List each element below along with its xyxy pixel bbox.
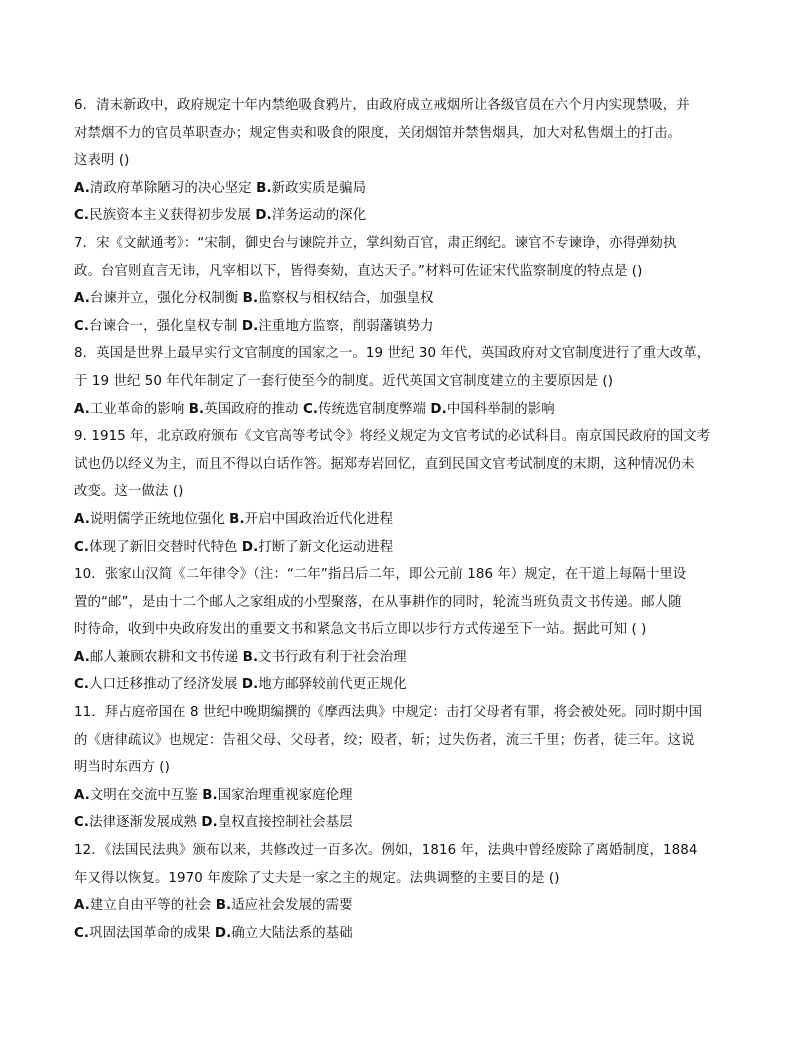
question-10-line-3: 时待命，收到中央政府发出的重要文书和紧急文书后立即以步行方式传递至下一站。据此可知 ( )	[74, 622, 647, 638]
question-9	[74, 423, 753, 561]
option-text: 中国科举制的影响	[446, 401, 555, 417]
option-letter: B.	[215, 898, 232, 914]
question-7	[74, 230, 753, 340]
question-12-options-cd	[74, 920, 753, 948]
question-12	[74, 837, 753, 947]
option-text: 英国政府的推动	[204, 401, 299, 417]
option-text: 洋务运动的深化	[271, 208, 367, 224]
question-10-line-2: 置的“邮”，是由十二个邮人之家组成的小型聚落，在从事耕作的同时，轮流当班负责文书传递。邮人随	[74, 594, 682, 610]
option-letter: D.	[241, 539, 259, 555]
question-8-line-1: 8．英国是世界上最早实行文官制度的国家之一。19 世纪 30 年代，英国政府对文官制度进行了重大改革，	[74, 346, 711, 362]
option-letter: A.	[74, 898, 90, 914]
option-text: 地方邮驿较前代更正规化	[258, 677, 407, 693]
option-letter: A.	[74, 787, 90, 803]
question-11-line-1: 11．拜占庭帝国在 8 世纪中晚期编撰的《摩西法典》中规定：击打父母者有罪，将会被处死。同时期中国	[74, 705, 703, 721]
question-11-line-3: 明当时东西方 ()	[74, 760, 170, 776]
option-letter: D.	[241, 318, 259, 334]
option-letter: A.	[74, 291, 90, 307]
option-letter: C.	[74, 318, 90, 334]
option-text: 传统选官制度弊端	[318, 401, 427, 417]
option-text: 台谏并立，强化分权制衡	[89, 291, 239, 307]
option-letter: C.	[74, 815, 90, 831]
question-6-line-1: 6．清末新政中，政府规定十年内禁绝吸食鸦片，由政府成立戒烟所让各级官员在六个月内实现禁吸，并	[74, 98, 690, 113]
question-8-line-2: 于 19 世纪 50 年代年制定了一套行使至今的制度。近代英国文官制度建立的主要原因是 ()	[74, 373, 614, 389]
option-text: 邮人兼顾农耕和文书传递	[89, 649, 239, 665]
option-letter: B.	[256, 180, 272, 196]
option-text: 工业革命的影响	[89, 401, 185, 417]
option-letter: A.	[74, 401, 90, 417]
question-6-line-3: 这表明 ()	[74, 153, 130, 169]
option-letter: D.	[430, 401, 447, 417]
option-letter: D.	[255, 208, 272, 224]
option-text: 体现了新旧交替时代特色	[89, 539, 238, 555]
option-text: 建立自由平等的社会	[89, 898, 212, 914]
option-letter: C.	[74, 925, 90, 941]
question-9-line-1: 9. 1915 年，北京政府颁布《文官高等考试令》将经义规定为文官考试的必试科目。南京国民政府的国文考	[74, 429, 711, 445]
option-text: 适应社会发展的需要	[231, 898, 353, 914]
option-text: 确立大陆法系的基础	[231, 925, 353, 941]
question-10	[74, 561, 753, 699]
question-9-options-ab	[74, 506, 753, 534]
question-11-line-2: 的《唐律疏议》也规定：告祖父母、父母者，绞；殴者，斩；过失伤者，流三千里；伤者，徒三年。这说	[74, 732, 695, 748]
question-10-line-1: 10．张家山汉简《二年律令》（注：“二年”指吕后二年，即公元前 186 年）规定，在干道上每隔十里设	[74, 567, 687, 583]
question-12-line-1: 12．《法国民法典》颁布以来，共修改过一百多次。例如，1816 年，法典中曾经废除了离婚制度，1884	[74, 843, 698, 859]
question-8-options-abcd	[74, 396, 753, 424]
option-letter: A.	[74, 649, 90, 665]
question-6-line-2: 对禁烟不力的官员革职查办；规定售卖和吸食的限度，关闭烟馆并禁售烟具，加大对私售烟土的打击。	[74, 125, 682, 141]
question-9-line-2: 试也仍以经义为主，而且不得以白话作答。据郑寿岩回忆，直到民国文官考试制度的末期，这种情况仍未	[74, 456, 695, 472]
option-letter: B.	[229, 511, 245, 527]
question-11-options-ab	[74, 782, 753, 810]
question-7-options-cd	[74, 313, 753, 341]
question-9-line-3: 改变。这一做法 ()	[74, 484, 184, 500]
option-letter: C.	[74, 677, 90, 693]
option-text: 文书行政有利于社会治理	[258, 649, 407, 665]
option-text: 巩固法国革命的成果	[89, 925, 211, 941]
question-7-options-ab	[74, 285, 753, 313]
option-letter: B.	[242, 649, 259, 665]
option-text: 民族资本主义获得初步发展	[89, 208, 252, 224]
question-8	[74, 340, 753, 423]
question-6	[74, 92, 753, 230]
option-letter: D.	[214, 925, 232, 941]
option-text: 打断了新文化运动进程	[258, 539, 394, 555]
option-text: 清政府革除陋习的决心坚定	[89, 180, 252, 196]
question-10-options-ab	[74, 644, 753, 672]
option-text: 文明在交流中互鉴	[89, 787, 198, 803]
option-letter: C.	[74, 539, 90, 555]
option-letter: B.	[188, 401, 205, 417]
option-text: 皇权直接控制社会基层	[217, 815, 353, 831]
question-7-line-1: 7．宋《文献通考》：“宋制，御史台与谏院并立，掌纠劾百官，肃正纲纪。谏官不专谏诤，亦得弹劾执	[74, 235, 677, 251]
question-6-options-cd	[74, 202, 753, 230]
option-text: 人口迁移推动了经济发展	[89, 677, 238, 693]
question-7-line-2: 政。台官则直言无讳，凡宰相以下，皆得奏劾，直达天子。”材料可佐证宋代监察制度的特点是 ()	[74, 263, 643, 279]
option-text: 开启中国政治近代化进程	[244, 511, 394, 527]
option-text: 新政实质是骗局	[271, 180, 367, 196]
question-11	[74, 699, 753, 837]
question-12-line-2: 年又得以恢复。1970 年废除了丈夫是一家之主的规定。法典调整的主要目的是 ()	[74, 870, 560, 886]
option-text: 注重地方监察，削弱藩镇势力	[258, 318, 434, 334]
option-letter: B.	[242, 291, 259, 307]
option-letter: A.	[74, 180, 90, 196]
option-text: 国家治理重视家庭伦理	[217, 787, 353, 803]
option-letter: D.	[201, 815, 218, 831]
question-10-options-cd	[74, 671, 753, 699]
option-letter: A.	[74, 511, 90, 527]
option-text: 说明儒学正统地位强化	[89, 511, 225, 527]
question-12-options-ab	[74, 892, 753, 920]
option-text: 台谏合一，强化皇权专制	[89, 318, 238, 334]
option-text: 法律逐渐发展成熟	[89, 815, 198, 831]
question-11-options-cd	[74, 809, 753, 837]
option-letter: D.	[241, 677, 259, 693]
question-6-options-ab	[74, 175, 753, 203]
question-9-options-cd	[74, 534, 753, 562]
option-text: 监察权与相权结合，加强皇权	[258, 291, 434, 307]
option-letter: B.	[202, 787, 218, 803]
option-letter: C.	[74, 208, 90, 224]
option-letter: C.	[303, 401, 319, 417]
